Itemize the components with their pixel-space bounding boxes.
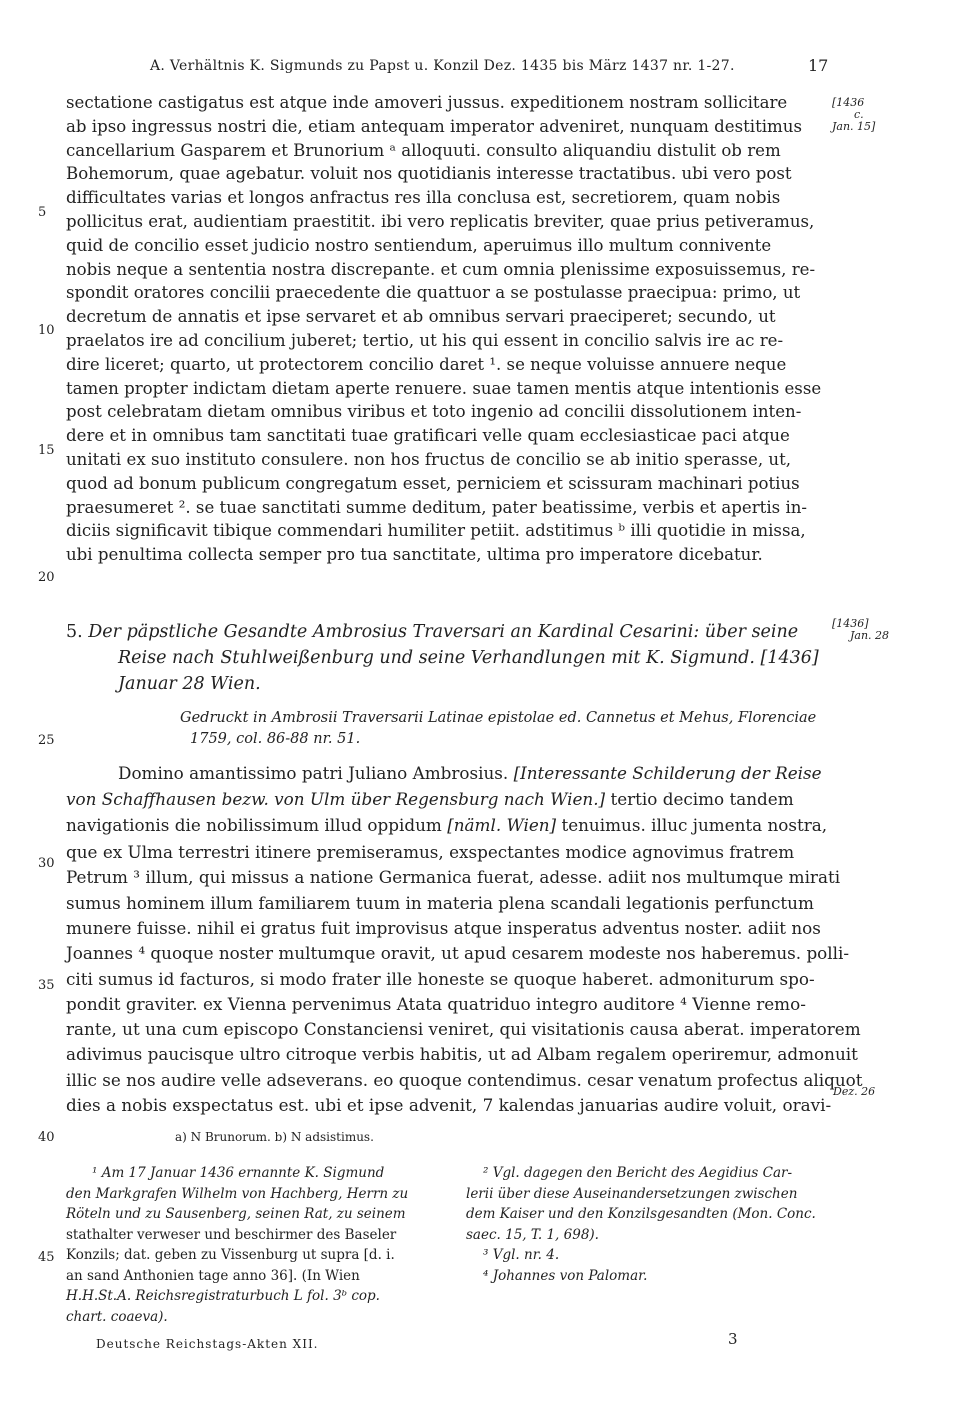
footnote-line: chart. coaeva). — [66, 1308, 168, 1325]
section-number: 5. — [66, 622, 83, 642]
text-line: tamen propter indictam dietam aperte renuere. suae tamen mentis atque intentionis esse — [66, 378, 822, 398]
margin-date-3: Dez. 26 — [833, 1085, 876, 1098]
textual-variants: a) N Brunorum. b) N adsistimus. — [175, 1130, 374, 1144]
section-title-line1: Der päpstliche Gesandte Ambrosius Traversari an Kardinal Cesarini: über seine — [88, 622, 799, 642]
text-line: unitati ex suo instituto consulere. non hos fructus de concilio se ab initio sperasse, ut, — [66, 450, 792, 469]
letter-line: navigationis die nobilissimum illud oppidum [näml. Wien] tenuimus. illuc jumenta nostra, — [66, 815, 828, 835]
footnote-line: ³ Vgl. nr. 4. — [483, 1247, 560, 1263]
line-number: 5 — [38, 205, 47, 220]
text-line: ab ipso ingressus nostri die, etiam antequam imperator adveniret, nunquam destitimus — [66, 116, 802, 136]
text-line: Bohemorum, quae agebatur. voluit nos quotidianis interesse tractatibus. ubi vero post — [66, 164, 792, 184]
line-number: 20 — [38, 570, 55, 585]
letter-line: pondit graviter. ex Vienna pervenimus Atata quatriduo integro auditore ⁴ Vienne remo- — [66, 993, 806, 1014]
sheet-signature: 3 — [728, 1330, 738, 1348]
footnote-line: Konzils; dat. geben zu Vissenburg ut supra [d. i. — [66, 1247, 395, 1263]
letter-line: Domino amantissimo patri Juliano Ambrosius. [Interessante Schilderung der Reise — [118, 763, 822, 783]
line-number: 35 — [38, 978, 55, 993]
footnote-line: Röteln und zu Sausenberg, seinen Rat, zu seinem — [66, 1206, 406, 1222]
footnote-line: ¹ Am 17 Januar 1436 ernannte K. Sigmund — [92, 1165, 385, 1181]
text-line: quid de concilio esset judicio nostro sentiendum, aperuimus illo multum connivente — [66, 235, 772, 255]
footnote-line: ² Vgl. dagegen den Bericht des Aegidius Car- — [483, 1165, 793, 1181]
footnote-line: den Markgrafen Wilhelm von Hachberg, Herrn zu — [66, 1185, 409, 1202]
footnote-line: an sand Anthonien tage anno 36]. (In Wien — [66, 1267, 360, 1284]
text-line: decretum de annatis et ipse servaret et ab omnibus servari praeciperet; secundo, ut — [66, 307, 776, 327]
text-line: diciis significavit tibique commendari humiliter petiit. adstitimus ᵇ illi quotidie in missa, — [66, 521, 806, 541]
footnote-line: saec. 15, T. 1, 698). — [466, 1226, 599, 1243]
footnote-line: H.H.St.A. Reichsregistraturbuch L fol. 3ᵇ cop. — [66, 1288, 380, 1304]
text-line: cancellarium Gasparem et Brunorium ᵃ alloquuti. consulto aliquandiu distulit ob rem — [66, 140, 781, 160]
text-line: sectatione castigatus est atque inde amoveri jussus. expeditionem nostram sollicitare — [66, 93, 788, 112]
line-number: 30 — [38, 856, 55, 871]
running-header: A. Verhältnis K. Sigmunds zu Papst u. Konzil Dez. 1435 bis März 1437 nr. 1-27. — [150, 58, 735, 74]
line-number: 40 — [38, 1130, 55, 1145]
line-number: 25 — [38, 733, 55, 748]
text-line: spondit oratores concilii praecedente die quattuor a se postulasse praecipua: primo, ut — [66, 283, 801, 303]
letter-line: sumus hominem illum familiarem tuum in materia plena scandali legationis perfunctum — [66, 892, 814, 913]
line-number: 15 — [38, 443, 55, 458]
footnote-line: stathalter verweser und beschirmer des Baseler — [66, 1226, 397, 1243]
section-heading — [66, 622, 798, 642]
text-line: post celebratam dietam omnibus viribus et toto ingenio ad concilii dissolutionem inten- — [66, 402, 802, 422]
letter-line: rante, ut una cum episcopo Constanciensi veniret, qui visitationis causa aberat. imperatorem — [66, 1019, 861, 1040]
letter-line: citi sumus id facturos, si modo frater ille honeste se quoque haberet. admoniturum spo- — [66, 968, 815, 989]
text-line: ubi penultima collecta semper pro tua sanctitate, ultima pro imperatore dicebatur. — [66, 545, 763, 565]
text-line: pollicitus erat, audientiam praestitit. ibi vero replicatis breviter, quae prius petiveramus, — [66, 212, 815, 231]
line-number: 45 — [38, 1250, 55, 1265]
letter-line: Petrum ³ illum, qui missus a natione Germanica fuerat, adesse. adiit nos multumque mirati — [66, 867, 841, 888]
text-line: quod ad bonum publicum congregatum esset, perniciem et scissuram machinari potius — [66, 473, 800, 493]
text-line: nobis neque a sententia nostra discrepante. et cum omnia plenissime exposuissemus, re- — [66, 259, 816, 279]
margin-date-2: [1436] Jan. 28 — [832, 617, 890, 643]
footnote-line: dem Kaiser und den Konzilsgesandten (Mon. Conc. — [466, 1206, 816, 1222]
section-title-line3: Januar 28 Wien. — [118, 674, 261, 694]
footnote-line: lerii über diese Auseinandersetzungen zwischen — [466, 1185, 798, 1202]
text-line: praesumeret ². se tuae sanctitati summe deditum, pater beatissime, verbis et apertis in- — [66, 497, 808, 517]
letter-line: von Schaffhausen bezw. von Ulm über Regensburg nach Wien.] tertio decimo tandem — [66, 789, 794, 809]
source-line-2: 1759, col. 86-88 nr. 51. — [190, 731, 361, 747]
section-heading-2 — [118, 648, 819, 668]
series-footer: Deutsche Reichstags-Akten XII. — [96, 1337, 319, 1351]
section-title-line2: Reise nach Stuhlweißenburg und seine Verhandlungen mit K. Sigmund. — [118, 648, 755, 668]
line-number: 10 — [38, 323, 55, 338]
section-date: [1436] — [760, 648, 819, 668]
letter-line: munere fuisse. nihil ei gratus fuit improvisus atque insperatus adventus noster. adiit nos — [66, 917, 821, 938]
page-number: 17 — [808, 56, 829, 75]
text-line: difficultates varias et longos anfractus res illa conclusa est, secretiorem, quam nobis — [66, 188, 781, 208]
source-line-1: Gedruckt in Ambrosii Traversarii Latinae epistolae ed. Cannetus et Mehus, Florenciae — [180, 710, 817, 726]
letter-line: que ex Ulma terrestri itinere premiseramus, exspectantes modice agnovimus fratrem — [66, 842, 795, 862]
footnote-line: ⁴ Johannes von Palomar. — [483, 1267, 648, 1284]
margin-date-1: [1436 c. Jan. 15] — [832, 96, 876, 134]
text-line: dire liceret; quarto, ut protectorem concilio daret ¹. se neque voluisse annuere neque — [66, 354, 787, 374]
text-line: praelatos ire ad concilium juberet; tertio, ut his qui essent in concilio salvis ire ac re- — [66, 331, 784, 350]
letter-line: illic se nos audire velle adseverans. eo quoque contendimus. cesar venatum profectus aliquot — [66, 1069, 863, 1090]
letter-line: dies a nobis exspectatus est. ubi et ipse advenit, 7 kalendas januarias audire voluit, oravi- — [66, 1095, 832, 1115]
letter-line: Joannes ⁴ quoque noster multumque oravit, ut apud cesarem modeste nos haberemus. polli- — [66, 943, 850, 964]
text-line: dere et in omnibus tam sanctitati tuae gratificari velle quam ecclesiasticae paci atque — [66, 426, 790, 446]
letter-line: adivimus paucisque ultro citroque verbis habitis, ut ad Albam regalem operiremur, admonuit — [66, 1044, 858, 1065]
